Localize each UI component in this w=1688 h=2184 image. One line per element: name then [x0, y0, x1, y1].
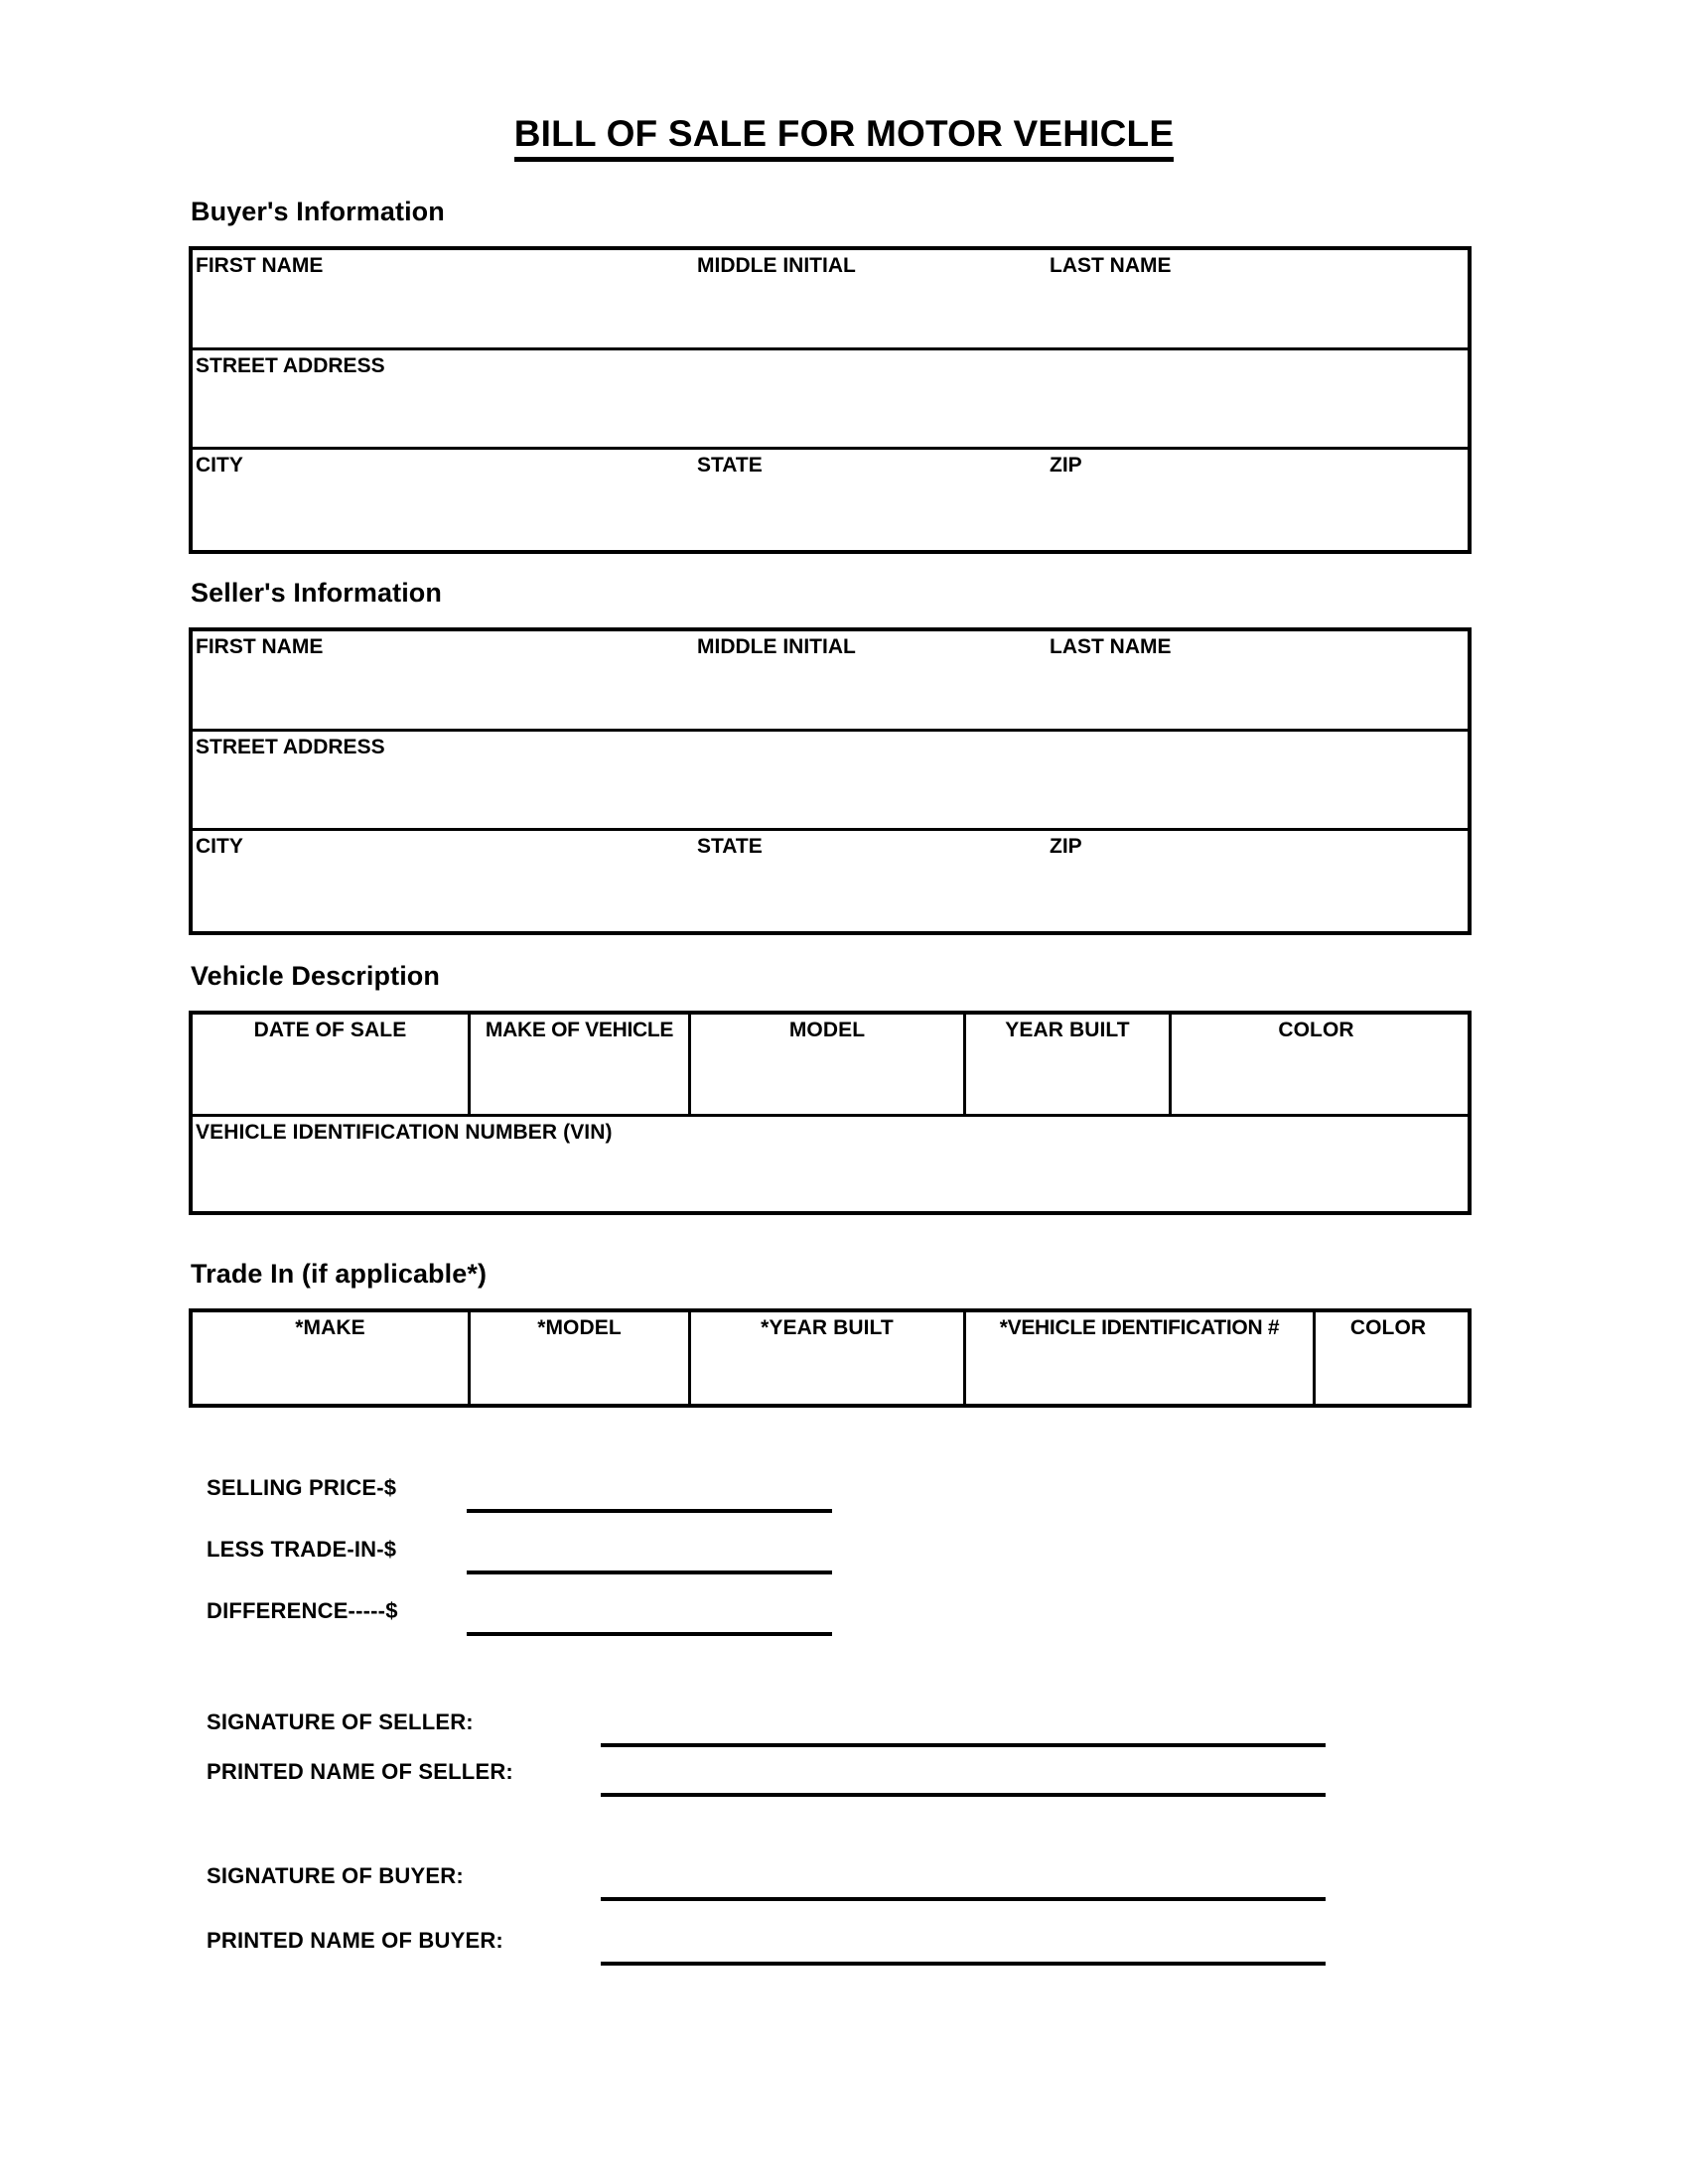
- vehicle-section-heading: Vehicle Description: [191, 961, 440, 991]
- seller-first-name-label: FIRST NAME: [196, 635, 324, 658]
- printed-name-of-seller-input[interactable]: [601, 1793, 1326, 1797]
- seller-name-row: [193, 631, 1468, 729]
- vehicle-year-built-label: YEAR BUILT: [1005, 1019, 1130, 1041]
- seller-last-name-label: LAST NAME: [1050, 635, 1172, 658]
- selling-price-label: SELLING PRICE-$: [207, 1475, 397, 1500]
- signature-of-seller-row: [207, 1709, 1338, 1749]
- vehicle-vin-row[interactable]: [193, 1114, 1468, 1210]
- trade-in-make-cell[interactable]: [193, 1312, 468, 1404]
- seller-city-label: CITY: [196, 835, 243, 858]
- signature-of-buyer-label: SIGNATURE OF BUYER:: [207, 1863, 464, 1888]
- buyer-section-heading: Buyer's Information: [191, 197, 445, 226]
- signature-of-buyer-row: [207, 1863, 1338, 1903]
- printed-name-of-buyer-row: [207, 1928, 1338, 1968]
- seller-street-address-label: STREET ADDRESS: [196, 736, 385, 758]
- selling-price-input[interactable]: [467, 1509, 832, 1513]
- signature-of-seller-label: SIGNATURE OF SELLER:: [207, 1709, 474, 1734]
- buyer-street-address-label: STREET ADDRESS: [196, 354, 385, 377]
- vehicle-color-cell[interactable]: [1169, 1015, 1461, 1114]
- selling-price-row: [207, 1475, 842, 1515]
- trade-in-year-built-label: *YEAR BUILT: [761, 1316, 894, 1339]
- printed-name-of-seller-row: [207, 1759, 1338, 1799]
- vehicle-model-label: MODEL: [788, 1019, 866, 1041]
- buyer-information-table: [189, 246, 1472, 554]
- less-trade-in-row: [207, 1537, 842, 1576]
- buyer-name-row: [193, 250, 1468, 347]
- vehicle-vin-label: VEHICLE IDENTIFICATION NUMBER (VIN): [196, 1121, 613, 1144]
- seller-middle-initial-label: MIDDLE INITIAL: [697, 635, 856, 658]
- trade-in-model-cell[interactable]: [468, 1312, 688, 1404]
- less-trade-in-input[interactable]: [467, 1570, 832, 1574]
- vehicle-columns-row: [193, 1015, 1468, 1114]
- seller-information-table: [189, 627, 1472, 935]
- vehicle-make-cell[interactable]: [468, 1015, 688, 1114]
- vehicle-year-built-cell[interactable]: [963, 1015, 1169, 1114]
- difference-label: DIFFERENCE-----$: [207, 1598, 398, 1623]
- trade-in-color-label: COLOR: [1349, 1316, 1427, 1339]
- signature-of-seller-input[interactable]: [601, 1743, 1326, 1747]
- buyer-last-name-label: LAST NAME: [1050, 254, 1172, 277]
- buyer-city-label: CITY: [196, 454, 243, 477]
- printed-name-of-buyer-input[interactable]: [601, 1962, 1326, 1966]
- buyer-middle-initial-label: MIDDLE INITIAL: [697, 254, 856, 277]
- printed-name-of-seller-label: PRINTED NAME OF SELLER:: [207, 1759, 513, 1784]
- page-title-text: BILL OF SALE FOR MOTOR VEHICLE: [514, 115, 1174, 162]
- vehicle-vin-cell[interactable]: [193, 1117, 1468, 1210]
- vehicle-date-of-sale-label: DATE OF SALE: [253, 1019, 407, 1041]
- trade-in-vin-label: *VEHICLE IDENTIFICATION #: [999, 1316, 1280, 1339]
- page-title: [0, 115, 1688, 162]
- vehicle-date-of-sale-cell[interactable]: [193, 1015, 468, 1114]
- buyer-zip-label: ZIP: [1050, 454, 1082, 477]
- seller-section-heading: Seller's Information: [191, 578, 442, 608]
- trade-in-model-label: *MODEL: [537, 1316, 622, 1339]
- buyer-state-label: STATE: [697, 454, 763, 477]
- seller-street-row: [193, 729, 1468, 828]
- trade-in-make-label: *MAKE: [295, 1316, 365, 1339]
- vehicle-make-label: MAKE OF VEHICLE: [485, 1019, 674, 1041]
- less-trade-in-label: LESS TRADE-IN-$: [207, 1537, 397, 1562]
- vehicle-color-label: COLOR: [1278, 1019, 1354, 1041]
- seller-state-label: STATE: [697, 835, 763, 858]
- buyer-street-row: [193, 347, 1468, 447]
- difference-input[interactable]: [467, 1632, 832, 1636]
- seller-zip-label: ZIP: [1050, 835, 1082, 858]
- trade-in-year-built-cell[interactable]: [688, 1312, 963, 1404]
- buyer-city-state-zip-row: [193, 447, 1468, 549]
- trade-in-columns-row: [193, 1312, 1468, 1404]
- trade-in-color-cell[interactable]: [1313, 1312, 1461, 1404]
- difference-row: [207, 1598, 842, 1638]
- signature-of-buyer-input[interactable]: [601, 1897, 1326, 1901]
- printed-name-of-buyer-label: PRINTED NAME OF BUYER:: [207, 1928, 503, 1953]
- buyer-first-name-label: FIRST NAME: [196, 254, 324, 277]
- trade-in-section-heading: Trade In (if applicable*): [191, 1259, 488, 1289]
- vehicle-model-cell[interactable]: [688, 1015, 963, 1114]
- vehicle-description-table: [189, 1011, 1472, 1215]
- seller-city-state-zip-row: [193, 828, 1468, 930]
- trade-in-vin-cell[interactable]: [963, 1312, 1313, 1404]
- trade-in-table: [189, 1308, 1472, 1408]
